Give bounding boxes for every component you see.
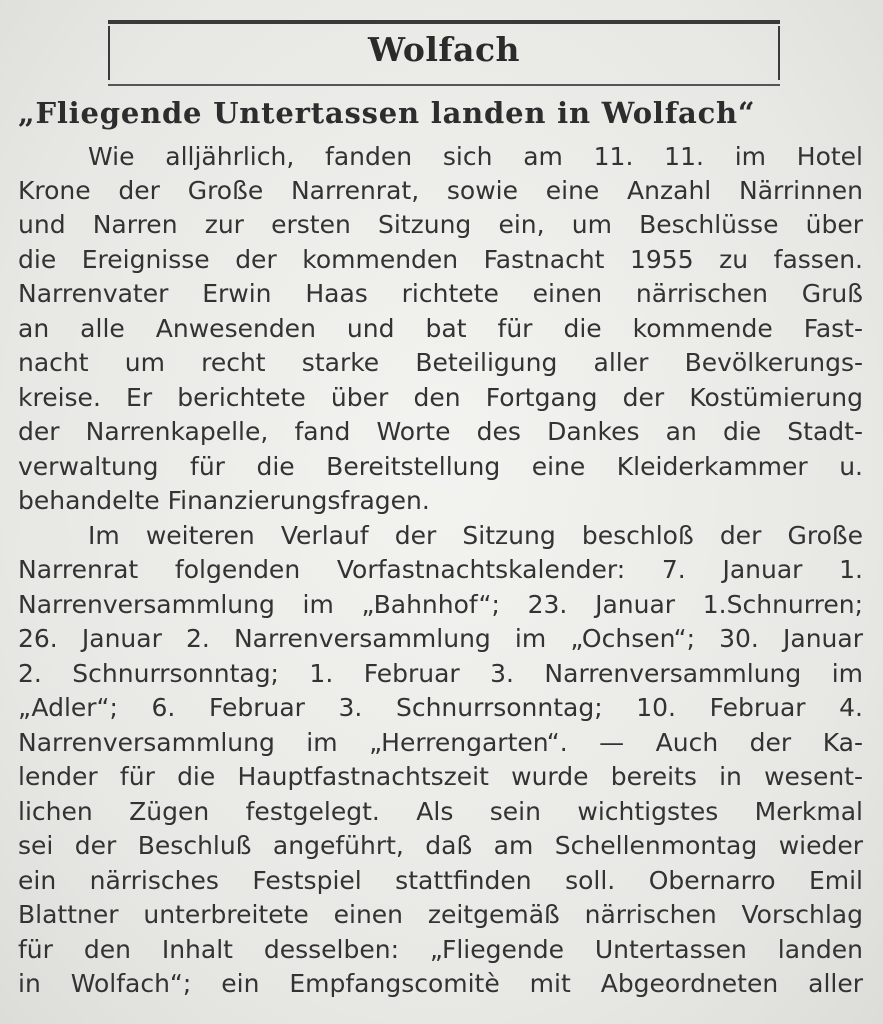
article-line: kreise. Er berichtete über den Fortgang der Kostümierung	[18, 383, 863, 412]
article-line: Narrenversammlung im „Herrengarten“. — Auch der Ka-	[18, 728, 863, 757]
article-line: an alle Anwesenden und bat für die kommende Fast-	[18, 314, 863, 343]
article-line: lichen Zügen festgelegt. Als sein wichtigstes Merkmal	[18, 797, 863, 826]
article-line: Narrenvater Erwin Haas richtete einen närrischen Gruß	[18, 279, 863, 308]
article-line: für den Inhalt desselben: „Fliegende Untertassen landen	[18, 935, 863, 964]
top-rule	[108, 20, 780, 24]
article-line: nacht um recht starke Beteiligung aller Bevölkerungs-	[18, 348, 863, 377]
article-line: lender für die Hauptfastnachtszeit wurde bereits in wesent-	[18, 762, 863, 791]
article-line: Wie alljährlich, fanden sich am 11. 11. im Hotel	[88, 142, 863, 171]
article-line: 26. Januar 2. Narrenversammlung im „Ochsen“; 30. Januar	[18, 624, 863, 653]
article-line: Narrenrat folgenden Vorfastnachtskalender: 7. Januar 1.	[18, 555, 863, 584]
article-line: verwaltung für die Bereitstellung eine Kleiderkammer u.	[18, 452, 863, 481]
article-line: in Wolfach“; ein Empfangscomitè mit Abgeordneten aller	[18, 969, 863, 998]
section-header-rule	[108, 84, 780, 86]
article-line: sei der Beschluß angeführt, daß am Schellenmontag wieder	[18, 831, 863, 860]
article-line: Im weiteren Verlauf der Sitzung beschloß der Große	[88, 521, 863, 550]
article-line: Narrenversammlung im „Bahnhof“; 23. Januar 1.Schnurren;	[18, 590, 863, 619]
section-title: Wolfach	[367, 30, 521, 69]
article-line: die Ereignisse der kommenden Fastnacht 1955 zu fassen.	[18, 245, 863, 274]
article-line: und Narren zur ersten Sitzung ein, um Beschlüsse über	[18, 210, 863, 239]
article-line: ein närrisches Festspiel stattfinden soll. Obernarro Emil	[18, 866, 863, 895]
article-line: Krone der Große Narrenrat, sowie eine Anzahl Närrinnen	[18, 176, 863, 205]
article-line: „Adler“; 6. Februar 3. Schnurrsonntag; 10. Februar 4.	[18, 693, 863, 722]
article-line: der Narrenkapelle, fand Worte des Dankes an die Stadt-	[18, 417, 863, 446]
article-line: Blattner unterbreitete einen zeitgemäß närrischen Vorschlag	[18, 900, 863, 929]
article-headline: „Fliegende Untertassen landen in Wolfach“	[18, 96, 756, 130]
article-line: 2. Schnurrsonntag; 1. Februar 3. Narrenversammlung im	[18, 659, 863, 688]
article-line: behandelte Finanzierungsfragen.	[18, 486, 430, 515]
